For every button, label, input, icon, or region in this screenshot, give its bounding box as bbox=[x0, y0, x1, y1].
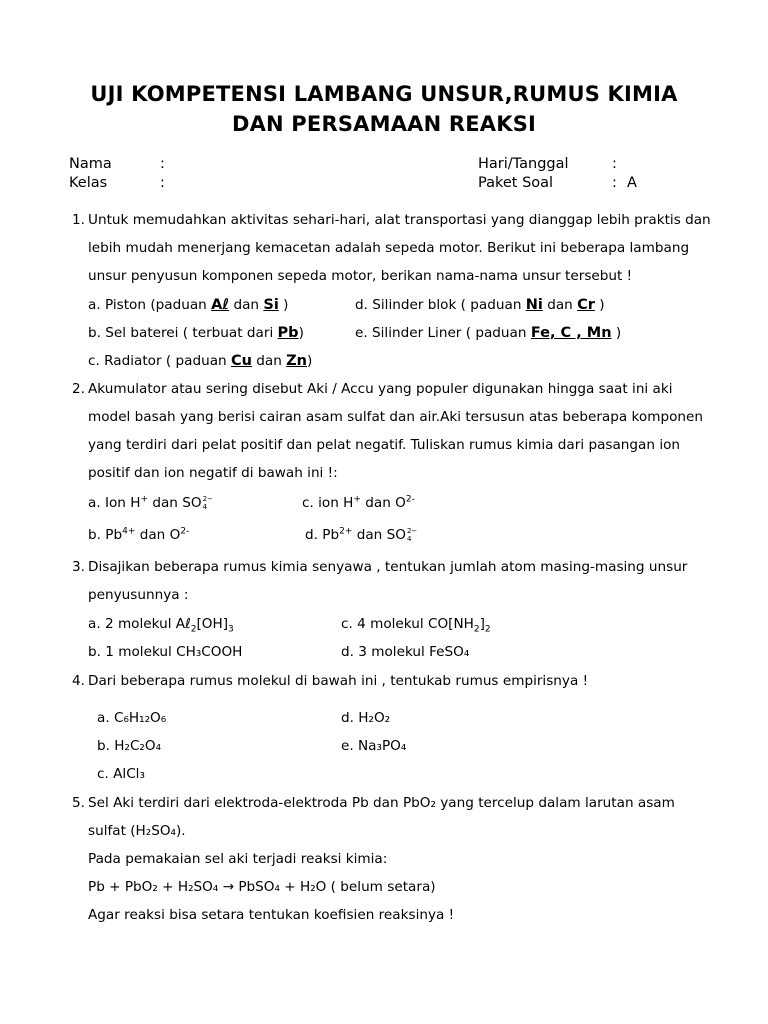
q1-line-1: Untuk memudahkan aktivitas sehari-hari, alat transportasi yang dianggap lebih praktis dan bbox=[88, 212, 711, 228]
colon-kelas: : bbox=[160, 175, 165, 191]
document-title-line-1: UJI KOMPETENSI LAMBANG UNSUR,RUMUS KIMIA bbox=[90, 82, 678, 106]
q3-option-d: d. 3 molekul FeSO₄ bbox=[341, 644, 470, 660]
q4-number: 4. bbox=[72, 673, 85, 689]
q2-option-a: a. Ion H+ dan SO 2− 4 bbox=[88, 494, 213, 511]
q2-option-c: c. ion H+ dan $O^{2-}$ bbox=[302, 494, 415, 511]
q4-option-d: d. H₂O₂ bbox=[341, 710, 391, 726]
q2-line-2: model basah yang berisi cairan asam sulfat dan air.Aki tersusun atas beberapa komponen bbox=[88, 409, 704, 425]
q2-number: 2. bbox=[72, 381, 85, 397]
q5-reaction-equation: Pb + PbO₂ + H₂SO₄ → PbSO₄ + H₂O ( belum setara) bbox=[88, 879, 436, 895]
q1-option-d: d. Silinder blok ( paduan Ni dan Cr ) bbox=[355, 297, 605, 313]
q1-option-a: a. Piston (paduan Aℓ dan Si ) bbox=[88, 297, 289, 313]
q2-line-3: yang terdiri dari pelat positif dan pelat negatif. Tuliskan rumus kimia dari pasangan ion bbox=[88, 437, 681, 453]
document-title-line-2: DAN PERSAMAAN REAKSI bbox=[231, 112, 537, 136]
label-nama: Nama bbox=[69, 156, 112, 172]
q4-option-c: c. AlCl₃ bbox=[97, 766, 145, 782]
q3-option-a: a. 2 molekul $A\ell_2[OH]_3$ bbox=[88, 616, 234, 635]
q5-line-5: Agar reaksi bisa setara tentukan koefisien reaksinya ! bbox=[88, 907, 455, 923]
q2-option-d: d. $Pb^{2+}$ dan SO 2− 4 bbox=[305, 526, 418, 543]
q5-line-2: sulfat (H₂SO₄). bbox=[88, 823, 186, 839]
q1-option-c: c. Radiator ( paduan Cu dan Zn) bbox=[88, 353, 313, 369]
q3-option-b: b. 1 molekul CH₃COOH bbox=[88, 644, 243, 660]
q3-option-c: c. 4 molekul $CO[NH_2]_2$ bbox=[341, 616, 491, 635]
q3-number: 3. bbox=[72, 559, 85, 575]
q3-line-2: penyusunnya : bbox=[88, 587, 189, 603]
q1-number: 1. bbox=[72, 212, 85, 228]
q4-option-b: b. H₂C₂O₄ bbox=[97, 738, 162, 754]
q2-option-b: b. $Pb^{4+}$ dan $O^{2-}$ bbox=[88, 526, 190, 543]
q3-line-1: Disajikan beberapa rumus kimia senyawa , tentukan jumlah atom masing-masing unsur bbox=[88, 559, 688, 575]
q1-line-3: unsur penyusun komponen sepeda motor, berikan nama-nama unsur tersebut ! bbox=[88, 268, 633, 284]
q5-number: 5. bbox=[72, 795, 85, 811]
q4-option-a: a. C₆H₁₂O₆ bbox=[97, 710, 167, 726]
paket-value: A bbox=[627, 175, 637, 191]
q5-line-1: Sel Aki terdiri dari elektroda-elektroda Pb dan PbO₂ yang tercelup dalam larutan asam bbox=[88, 795, 675, 811]
colon-paket: : bbox=[612, 175, 617, 191]
q1-line-2: lebih mudah menerjang kemacetan adalah sepeda motor. Berikut ini beberapa lambang bbox=[88, 240, 690, 256]
q1-option-b: b. Sel baterei ( terbuat dari Pb) bbox=[88, 325, 304, 341]
q4-line-1: Dari beberapa rumus molekul di bawah ini , tentukab rumus empirisnya ! bbox=[88, 673, 589, 689]
q1-option-e: e. Silinder Liner ( paduan Fe, C , Mn ) bbox=[355, 325, 622, 341]
colon-hari: : bbox=[612, 156, 617, 172]
q2-line-4: positif dan ion negatif di bawah ini !: bbox=[88, 465, 338, 481]
q4-option-e: e. Na₃PO₄ bbox=[341, 738, 407, 754]
q5-line-3: Pada pemakaian sel aki terjadi reaksi kimia: bbox=[88, 851, 388, 867]
colon-nama: : bbox=[160, 156, 165, 172]
q2-line-1: Akumulator atau sering disebut Aki / Accu yang populer digunakan hingga saat ini aki bbox=[88, 381, 673, 397]
label-kelas: Kelas bbox=[69, 175, 108, 191]
label-paket-soal: Paket Soal bbox=[478, 175, 554, 191]
label-hari-tanggal: Hari/Tanggal bbox=[478, 156, 569, 172]
